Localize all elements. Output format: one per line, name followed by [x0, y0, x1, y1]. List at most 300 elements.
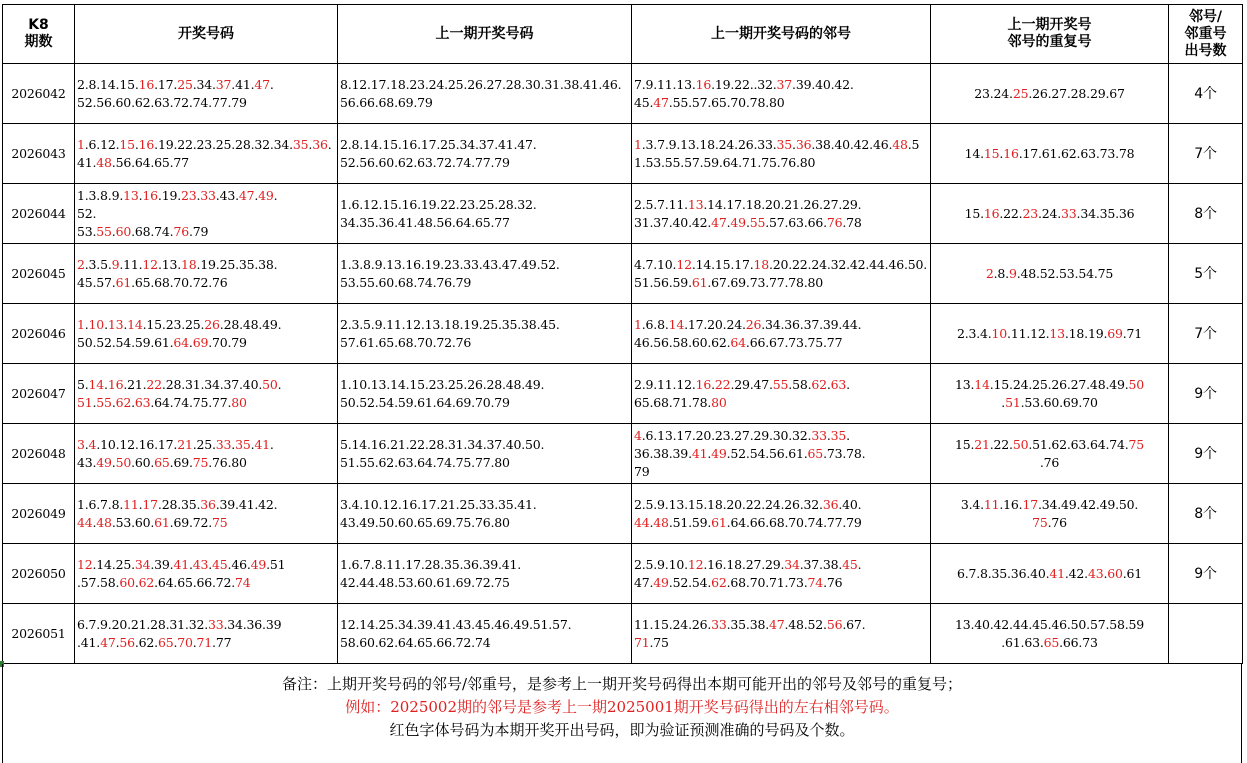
- hit-number: 16: [142, 187, 158, 203]
- number-text: .77: [212, 634, 232, 650]
- period-cell[interactable]: 2026048: [3, 424, 75, 484]
- hit-number: 47: [238, 187, 255, 203]
- hit-number: 47: [711, 214, 727, 230]
- header-count[interactable]: 邻号/ 邻重号 出号数: [1169, 5, 1243, 64]
- repeat-numbers-cell[interactable]: [931, 124, 1169, 184]
- hit-number: 49: [653, 574, 669, 590]
- number-text: 43.: [77, 454, 97, 470]
- prev-numbers-cell[interactable]: 3.4.10.12.16.17.21.25.33.35.41. 43.49.50.60.65.69.75.76.80: [338, 484, 632, 544]
- number-text: .: [792, 136, 796, 152]
- hit-number: 33: [711, 616, 727, 632]
- number-text: .: [111, 394, 116, 410]
- hit-number: 80: [711, 394, 727, 410]
- number-text: 15.: [964, 205, 984, 221]
- prev-numbers-cell[interactable]: 1.10.13.14.15.23.25.26.28.48.49. 50.52.54.59.61.64.69.70.79: [338, 364, 632, 424]
- hit-number: 12: [77, 556, 93, 572]
- hit-number: 14: [974, 376, 990, 392]
- hit-number: 15: [119, 136, 135, 152]
- period-cell[interactable]: 2026043: [3, 124, 75, 184]
- prev-numbers-cell[interactable]: 5.14.16.21.22.28.31.34.37.40.50. 51.55.62.63.64.74.75.77.80: [338, 424, 632, 484]
- draw-numbers-cell[interactable]: [75, 424, 338, 484]
- header-draw[interactable]: 开奖号码: [75, 5, 338, 64]
- number-text: .: [192, 634, 197, 650]
- number-text: 23.24.: [974, 85, 1013, 101]
- hit-number: 56: [826, 616, 843, 632]
- number-text: .14.17.18.20.21.26.27.29.: [703, 196, 862, 212]
- number-text: .52.54.56.61.: [726, 445, 808, 461]
- number-text: .6.8.: [641, 316, 669, 332]
- draw-numbers-cell[interactable]: [75, 124, 338, 184]
- number-text: .: [196, 187, 201, 203]
- hit-number: 35: [292, 136, 309, 152]
- hit-number: 11: [983, 496, 1000, 512]
- number-text: .71: [1122, 325, 1143, 341]
- hit-count-cell[interactable]: 7个: [1169, 124, 1243, 184]
- number-text: .51: [266, 556, 286, 572]
- hit-number: 2: [985, 265, 994, 281]
- number-text: .: [208, 556, 213, 572]
- hit-number: 60: [1107, 565, 1123, 581]
- hit-number: 9: [1008, 265, 1017, 281]
- hit-number: 13: [687, 196, 704, 212]
- hit-number: 74: [807, 574, 824, 590]
- number-text: .24.: [1037, 205, 1062, 221]
- number-text: .68.70.71.73.: [726, 574, 808, 590]
- hit-number: 44: [634, 514, 650, 530]
- number-text: .28.48.49.: [219, 316, 282, 332]
- hit-number: 63: [134, 394, 151, 410]
- number-text: .52.54.: [668, 574, 712, 590]
- hit-number: 64: [173, 334, 189, 350]
- hit-number: 1: [77, 136, 85, 152]
- hit-number: 36: [200, 496, 216, 512]
- number-text: .: [84, 436, 89, 452]
- hit-number: 75: [1032, 514, 1048, 530]
- hit-number: 37: [776, 76, 793, 92]
- hit-number: 61: [711, 514, 727, 530]
- number-text: .: [134, 136, 139, 152]
- number-text: .: [308, 136, 313, 152]
- prev-numbers-cell[interactable]: 12.14.25.34.39.41.43.45.46.49.51.57. 58.60.62.64.65.66.72.74: [338, 604, 632, 664]
- number-text: .51.53.55.57.59.64.71.75.76.80: [634, 136, 920, 170]
- hit-number: 15: [983, 145, 1000, 161]
- repeat-numbers-cell[interactable]: [931, 544, 1169, 604]
- hit-number: 41: [1049, 565, 1065, 581]
- neighbor-numbers-cell[interactable]: [632, 484, 931, 544]
- hit-number: 36: [822, 496, 839, 512]
- number-text: 1.6.7.8.: [77, 496, 124, 512]
- number-text: .34.36.39: [223, 616, 282, 632]
- number-text: .34.: [192, 76, 216, 92]
- number-text: .29.47.: [730, 376, 773, 392]
- hit-number: 1: [634, 316, 642, 332]
- number-text: .40.: [838, 496, 862, 512]
- table-row: [3, 64, 1243, 124]
- period-cell[interactable]: 2026044: [3, 184, 75, 244]
- hit-number: 62: [115, 394, 132, 410]
- table-row: [3, 304, 1243, 364]
- prev-numbers-cell[interactable]: 2.8.14.15.16.17.25.34.37.41.47. 52.56.60.62.63.72.74.77.79: [338, 124, 632, 184]
- number-text: .57.58.: [77, 574, 120, 590]
- number-text: 13.: [954, 376, 975, 392]
- note-line-1: 备注：上期开奖号码的邻号/邻重号，是参考上一期开奖号码得出本期可能开出的邻号及邻号的重复号；: [281, 675, 963, 693]
- number-text: .39.41.42.: [215, 496, 278, 512]
- number-text: 6.7.9.20.21.28.31.32.: [77, 616, 208, 632]
- number-text: .11.: [119, 256, 143, 272]
- neighbor-numbers-cell[interactable]: [632, 364, 931, 424]
- number-text: .22.: [989, 436, 1013, 452]
- header-period[interactable]: K8 期数: [3, 5, 75, 64]
- number-text: .: [104, 316, 108, 332]
- hit-number: 17: [1022, 496, 1038, 512]
- hit-number: 33: [200, 187, 216, 203]
- number-text: 46.56.58.60.62.: [634, 334, 731, 350]
- number-text: .79: [188, 223, 209, 239]
- header-row: [3, 5, 1243, 64]
- number-text: 52.56.60.62.63.72.74.77.79: [77, 94, 247, 110]
- hit-number: 12: [687, 556, 704, 572]
- number-text: .19.: [157, 187, 181, 203]
- number-text: .10.12.16.17.: [96, 436, 178, 452]
- period-cell[interactable]: 2026045: [3, 244, 75, 304]
- neighbor-numbers-cell[interactable]: [632, 604, 931, 664]
- hit-number: 74: [235, 574, 251, 590]
- hit-number: 22: [146, 376, 162, 392]
- number-text: 7.9.11.13.: [634, 76, 696, 92]
- table-row: [3, 544, 1243, 604]
- number-text: .66.67.73.75.77: [745, 334, 843, 350]
- repeat-numbers-cell[interactable]: [931, 304, 1169, 364]
- number-text: .39.: [150, 556, 174, 572]
- number-text: .14.15.17.: [691, 256, 754, 272]
- table-row: [3, 184, 1243, 244]
- hit-number: 17: [142, 496, 158, 512]
- hit-number: 41: [691, 445, 708, 461]
- number-text: .51.59.: [668, 514, 712, 530]
- hit-number: 48: [96, 514, 112, 530]
- hit-number: 65: [154, 454, 170, 470]
- number-text: .: [711, 376, 715, 392]
- number-text: .22.: [999, 205, 1023, 221]
- hit-number: 55: [772, 376, 789, 392]
- number-text: .66.73: [1059, 634, 1098, 650]
- hit-number: 13: [107, 316, 124, 332]
- table-row: [3, 244, 1243, 304]
- hit-number: 63: [830, 376, 847, 392]
- repeat-numbers-cell[interactable]: [931, 184, 1169, 244]
- number-text: 5.: [77, 376, 89, 392]
- number-text: .78: [842, 214, 862, 230]
- hit-number: 16: [695, 76, 712, 92]
- hit-number: 14: [127, 316, 143, 332]
- hit-number: 25: [177, 76, 193, 92]
- hit-number: 12: [142, 256, 158, 272]
- neighbor-numbers-cell[interactable]: [632, 304, 931, 364]
- hit-number: 43: [192, 556, 209, 572]
- hit-number: 1: [77, 316, 85, 332]
- number-text: 53.: [77, 223, 97, 239]
- number-text: 2.3.4.: [956, 325, 992, 341]
- hit-number: 14: [88, 376, 105, 392]
- number-text: .: [84, 316, 89, 332]
- hit-number: 21: [974, 436, 990, 452]
- number-text: .13.: [157, 256, 181, 272]
- draw-numbers-cell[interactable]: [75, 364, 338, 424]
- number-text: .76: [823, 574, 843, 590]
- number-text: .62.: [134, 634, 158, 650]
- number-text: 36.38.39.: [634, 445, 692, 461]
- hit-number: 49: [730, 214, 746, 230]
- number-text: .3.7.9.13.18.24.26.33.: [641, 136, 777, 152]
- hit-number: 56: [119, 634, 135, 650]
- repeat-numbers-cell[interactable]: [931, 244, 1169, 304]
- hit-number: 4: [88, 436, 97, 452]
- hit-number: 50: [1128, 376, 1145, 392]
- hit-number: 65: [1043, 634, 1060, 650]
- repeat-numbers-cell[interactable]: [931, 64, 1169, 124]
- hit-number: 62: [138, 574, 155, 590]
- number-text: .76: [1047, 514, 1067, 530]
- number-text: .60.: [131, 454, 155, 470]
- hit-number: 49: [258, 187, 274, 203]
- hit-number: 35: [776, 136, 793, 152]
- hit-number: 50: [262, 376, 278, 392]
- number-text: .57.63.66.: [765, 214, 827, 230]
- draw-numbers-cell[interactable]: [75, 64, 338, 124]
- number-text: .64.65.66.72.: [154, 574, 236, 590]
- hit-number: 16: [138, 76, 155, 92]
- number-text: .: [273, 187, 278, 203]
- number-text: .55.57.65.70.78.80: [668, 94, 785, 110]
- draw-numbers-cell[interactable]: [75, 304, 338, 364]
- hit-number: 43: [1087, 565, 1104, 581]
- number-text: .6.13.17.20.23.27.29.30.32.: [641, 427, 812, 443]
- hit-number: 10: [991, 325, 1008, 341]
- hit-number: 76: [826, 214, 843, 230]
- number-text: .26.27.28.29.67: [1028, 85, 1125, 101]
- hit-number: 64: [730, 334, 746, 350]
- number-text: .75: [649, 634, 669, 650]
- repeat-numbers-cell[interactable]: [931, 604, 1169, 664]
- number-text: .: [92, 394, 97, 410]
- hit-number: 3: [77, 436, 85, 452]
- hit-count-cell[interactable]: 8个: [1169, 484, 1243, 544]
- hit-number: 75: [1128, 436, 1145, 452]
- header-prev[interactable]: 上一期开奖号码: [338, 5, 632, 64]
- number-text: .: [1103, 565, 1108, 581]
- hit-number: 61: [115, 274, 132, 290]
- hit-number: 69: [1107, 325, 1123, 341]
- neighbor-numbers-cell[interactable]: [632, 124, 931, 184]
- hit-number: 55: [749, 214, 766, 230]
- number-text: .: [188, 556, 193, 572]
- number-text: .: [649, 514, 654, 530]
- hit-number: 26: [745, 316, 762, 332]
- number-text: .: [826, 427, 831, 443]
- draw-numbers-cell[interactable]: [75, 544, 338, 604]
- period-cell[interactable]: 2026047: [3, 364, 75, 424]
- hit-number: 51: [1005, 394, 1021, 410]
- number-text: .19.22..32.: [711, 76, 777, 92]
- number-text: .6.12.: [84, 136, 120, 152]
- note-section: [2, 664, 1242, 763]
- header-repeat[interactable]: 上一期开奖号 邻号的重复号: [931, 5, 1169, 64]
- hit-count-cell[interactable]: 9个: [1169, 424, 1243, 484]
- draw-numbers-cell[interactable]: [75, 184, 338, 244]
- table-row: [3, 124, 1243, 184]
- hit-number: 65: [157, 634, 174, 650]
- number-text: .: [250, 436, 255, 452]
- hit-number: 2: [77, 256, 85, 272]
- hit-number: 33: [811, 427, 827, 443]
- hit-number: 45: [842, 556, 858, 572]
- hit-count-cell[interactable]: 8个: [1169, 184, 1243, 244]
- number-text: .56.64.65.77: [111, 154, 189, 170]
- number-text: .17.: [154, 76, 178, 92]
- hit-count-cell[interactable]: [1169, 604, 1243, 664]
- number-text: .39.40.42.: [792, 76, 854, 92]
- draw-numbers-cell[interactable]: [75, 244, 338, 304]
- hit-number: 80: [231, 394, 247, 410]
- number-text: 2.5.7.11.: [634, 196, 688, 212]
- neighbor-numbers-cell[interactable]: [632, 184, 931, 244]
- number-text: 31.37.40.42.: [634, 214, 712, 230]
- repeat-numbers-cell[interactable]: [931, 364, 1169, 424]
- number-text: .53.60.69.70: [1020, 394, 1098, 410]
- repeat-numbers-cell[interactable]: [931, 484, 1169, 544]
- table-row: [3, 364, 1243, 424]
- hit-number: 76: [173, 223, 189, 239]
- number-text: .76: [1039, 454, 1060, 470]
- number-text: 45.57.: [77, 274, 116, 290]
- number-text: .: [134, 574, 139, 590]
- prev-numbers-cell[interactable]: 1.6.12.15.16.19.22.23.25.28.32. 34.35.36.41.48.56.64.65.77: [338, 184, 632, 244]
- number-text: 15.: [954, 436, 975, 452]
- number-text: .: [131, 394, 135, 410]
- number-text: .: [707, 445, 712, 461]
- period-cell[interactable]: 2026049: [3, 484, 75, 544]
- number-text: .48.52.: [784, 616, 827, 632]
- hit-number: 75: [212, 514, 228, 530]
- draw-numbers-cell[interactable]: [75, 604, 338, 664]
- hit-number: 55: [96, 223, 112, 239]
- lottery-table: [2, 4, 1243, 664]
- number-text: .3.5.: [84, 256, 112, 272]
- prev-numbers-cell[interactable]: 8.12.17.18.23.24.25.26.27.28.30.31.38.41.46.56.66.68.69.79: [338, 64, 632, 124]
- hit-number: 49: [96, 454, 112, 470]
- number-text: 11.15.24.26.: [634, 616, 712, 632]
- hit-number: 37: [215, 76, 232, 92]
- hit-number: 48: [892, 136, 908, 152]
- hit-number: 23: [180, 187, 197, 203]
- hit-count-cell[interactable]: 4个: [1169, 64, 1243, 124]
- repeat-numbers-cell[interactable]: [931, 424, 1169, 484]
- hit-number: 61: [691, 274, 708, 290]
- neighbor-numbers-cell[interactable]: [632, 64, 931, 124]
- hit-number: 1: [634, 136, 642, 152]
- number-text: .76.80: [208, 454, 247, 470]
- number-text: .46.: [227, 556, 251, 572]
- hit-number: 11: [123, 496, 139, 512]
- number-text: 50.52.54.59.61.: [77, 334, 174, 350]
- table-row: [3, 484, 1243, 544]
- hit-number: 71: [196, 634, 213, 650]
- hit-number: 49: [711, 445, 727, 461]
- hit-number: 34: [134, 556, 151, 572]
- hit-number: 50: [1012, 436, 1029, 452]
- hit-number: 36: [312, 136, 328, 152]
- number-text: .35.38.: [726, 616, 769, 632]
- number-text: .61: [1122, 565, 1143, 581]
- hit-count-cell[interactable]: 9个: [1169, 544, 1243, 604]
- number-text: .: [111, 223, 116, 239]
- neighbor-numbers-cell[interactable]: [632, 544, 931, 604]
- hit-number: 45: [212, 556, 228, 572]
- hit-number: 69: [192, 334, 209, 350]
- number-text: .19.25.35.38.: [196, 256, 278, 272]
- number-text: .: [138, 496, 143, 512]
- number-text: .: [826, 376, 831, 392]
- hit-number: 12: [676, 256, 692, 272]
- period-cell[interactable]: 2026042: [3, 64, 75, 124]
- hit-number: 49: [250, 556, 267, 572]
- number-text: .41.: [231, 76, 255, 92]
- hit-number: 41: [254, 436, 270, 452]
- number-text: .58.: [788, 376, 812, 392]
- prev-numbers-cell[interactable]: 1.3.8.9.13.16.19.23.33.43.47.49.52. 53.55.60.68.74.76.79: [338, 244, 632, 304]
- hit-number: 25: [1012, 85, 1029, 101]
- hit-number: 10: [88, 316, 105, 332]
- number-text: .21.: [123, 376, 147, 392]
- prev-numbers-cell[interactable]: 2.3.5.9.11.12.13.18.19.25.35.38.45. 57.61.65.68.70.72.76: [338, 304, 632, 364]
- hit-number: 21: [177, 436, 193, 452]
- number-text: .51.62.63.64.74.: [1028, 436, 1129, 452]
- hit-count-cell[interactable]: 9个: [1169, 364, 1243, 424]
- number-text: .: [745, 214, 750, 230]
- number-text: .: [726, 214, 731, 230]
- number-text: .65.68.70.72.76: [131, 274, 228, 290]
- hit-number: 33: [215, 436, 232, 452]
- number-text: .34.49.42.49.50.: [1037, 496, 1139, 512]
- hit-count-cell[interactable]: 7个: [1169, 304, 1243, 364]
- header-neighbors[interactable]: 上一期开奖号码的邻号: [632, 5, 931, 64]
- hit-number: 47: [653, 94, 669, 110]
- hit-number: 55: [96, 394, 112, 410]
- draw-numbers-cell[interactable]: [75, 484, 338, 544]
- number-text: .43.: [215, 187, 239, 203]
- hit-number: 23: [1022, 205, 1038, 221]
- hit-count-cell[interactable]: 5个: [1169, 244, 1243, 304]
- hit-number: 44: [77, 514, 93, 530]
- hit-number: 16: [1003, 145, 1019, 161]
- number-text: .53.60.: [111, 514, 155, 530]
- hit-number: 26: [204, 316, 220, 332]
- period-cell[interactable]: 2026050: [3, 544, 75, 604]
- hit-number: 14: [668, 316, 685, 332]
- number-text: .: [188, 334, 193, 350]
- neighbor-numbers-cell[interactable]: [632, 244, 931, 304]
- prev-numbers-cell[interactable]: 1.6.7.8.11.17.28.35.36.39.41. 42.44.48.53.60.61.69.72.75: [338, 544, 632, 604]
- hit-number: 65: [807, 445, 824, 461]
- number-text: 3.4.: [960, 496, 984, 512]
- period-cell[interactable]: 2026046: [3, 304, 75, 364]
- number-text: .18.19.: [1064, 325, 1108, 341]
- number-text: .28.35.: [157, 496, 201, 512]
- hit-number: 4: [634, 427, 642, 443]
- period-cell[interactable]: 2026051: [3, 604, 75, 664]
- neighbor-numbers-cell[interactable]: [632, 424, 931, 484]
- number-text: .67.69.73.77.78.80: [707, 274, 824, 290]
